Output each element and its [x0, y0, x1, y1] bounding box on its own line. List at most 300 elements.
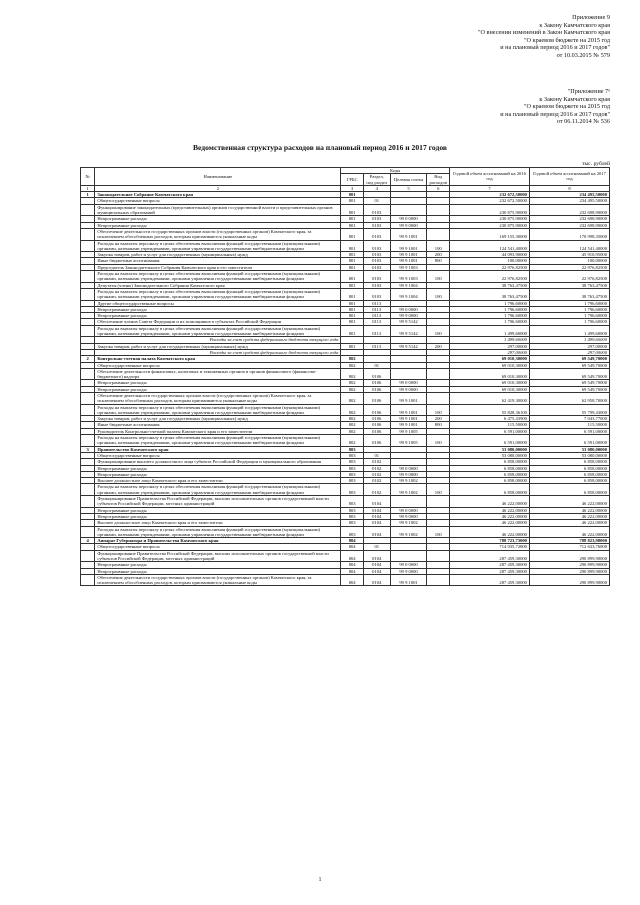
- appendix-line: "Приложение 7¹: [567, 88, 610, 95]
- row-name: Непрограммные расходы: [95, 222, 341, 228]
- row-name: Депутаты (члены) Законодательного Собрания Камчатского края: [95, 282, 341, 288]
- row-name: Другие общегосударственные вопросы: [95, 300, 341, 306]
- row-2016: 6 858,00000: [450, 478, 530, 484]
- row-target: 99 9 1001: [390, 404, 427, 416]
- row-grbs: 802: [341, 422, 364, 428]
- row-name: Расходы на выплаты персоналу в целях обеспечения выполнения функций государственными (муниципальными) органами, казенными учреждениями, органами управления государственными внебюджетными фондами: [95, 435, 341, 447]
- row-2016: 1 796,60000: [450, 313, 530, 319]
- row-2017: 45 910,95000: [529, 252, 609, 258]
- row-name: Функционирование высшего должностного лица субъекта Российской Федерации и муниципального образования: [95, 459, 341, 465]
- row-name: Расходы на выплаты персоналу в целях обеспечения выполнения функций государственными (муниципальными) органами, казенными учреждениями, органами управления государственными внебюджетными фондами: [95, 240, 341, 252]
- row-target: 99 9 5142: [390, 325, 427, 337]
- row-2017: 297,00000: [529, 343, 609, 349]
- table-row: [81, 435, 610, 447]
- row-section: 0104: [363, 568, 390, 574]
- row-grbs: 802: [341, 380, 364, 386]
- row-section: 0103: [363, 264, 390, 270]
- row-section: 0104: [363, 550, 390, 562]
- row-section: 0103: [363, 204, 390, 216]
- row-grbs: 802: [341, 435, 364, 447]
- row-name: Закупка товаров, работ и услуг для государственных (муниципальных) нужд: [95, 252, 341, 258]
- row-2017: 290 899,90000: [529, 550, 609, 562]
- row-vr: [427, 574, 450, 586]
- row-2017: 46 222,00000: [529, 496, 609, 508]
- table-row: [81, 526, 610, 538]
- row-grbs: 803: [341, 459, 364, 465]
- row-grbs: 804: [341, 574, 364, 586]
- row-target: [390, 496, 427, 508]
- row-section: 0104: [363, 562, 390, 568]
- row-target: 99 9 5142: [390, 343, 427, 349]
- row-grbs: 803: [341, 526, 364, 538]
- row-name: Расходы на выплаты персоналу в целях обеспечения выполнения функций государственными (муниципальными) органами, казенными учреждениями, органами управления государственными внебюджетными фондами: [95, 325, 341, 337]
- row-grbs: 803: [341, 452, 364, 458]
- row-target: 99 9 1003: [390, 271, 427, 283]
- row-vr: 800: [427, 422, 450, 428]
- row-grbs: 801: [341, 319, 364, 325]
- row-target: [390, 204, 427, 216]
- row-name: Общегосударственные вопросы: [95, 544, 341, 550]
- row-2017: 1 499,60000: [529, 325, 609, 337]
- row-grbs: 802: [341, 428, 364, 434]
- row-name: Непрограммные расходы: [95, 465, 341, 471]
- row-target: 99 9 0000: [390, 471, 427, 477]
- table-row: [81, 228, 610, 240]
- header-grbs: ГРБС: [341, 174, 364, 186]
- row-name: Непрограммные расходы: [95, 562, 341, 568]
- row-vr: 100: [427, 435, 450, 447]
- row-grbs: 801: [341, 228, 364, 240]
- row-section: 0106: [363, 422, 390, 428]
- row-target: 99 0 0000: [390, 562, 427, 568]
- table-row: [81, 368, 610, 380]
- row-section: 0113: [363, 300, 390, 306]
- appendix-line: "О краевом бюджете на 2015 год: [524, 36, 610, 44]
- row-section: 0113: [363, 306, 390, 312]
- row-2016: 1 796,60000: [450, 306, 530, 312]
- row-name: Обеспечение деятельности финансовых, налоговых и таможенных органов и органов финансового (финансово-бюджетного) надзора: [95, 368, 341, 380]
- row-section: 01: [363, 452, 390, 458]
- row-2017: 234 495,50000: [529, 192, 609, 198]
- row-2016: 124 541,40000: [450, 240, 530, 252]
- row-target: 99 0 0000: [390, 380, 427, 386]
- row-2017: 290 899,90000: [529, 568, 609, 574]
- column-number: 4: [363, 185, 390, 191]
- row-2017: 232 698,90000: [529, 216, 609, 222]
- row-vr: [427, 496, 450, 508]
- header-num: №: [81, 168, 95, 186]
- page-number: 1: [318, 877, 322, 883]
- row-number: [81, 325, 95, 337]
- row-grbs: 801: [341, 192, 364, 198]
- row-number: [81, 496, 95, 508]
- row-name: Расходы на выплаты персоналу в целях обеспечения выполнения функций государственными (муниципальными) органами, казенными учреждениями, органами управления государственными внебюджетными фондами: [95, 484, 341, 496]
- row-target: 99 0 0000: [390, 306, 427, 312]
- row-name: Обеспечение деятельности государственных органов власти (государственных органов) Камчатского края, за исключением обособленных расходов, которым присваиваются уникальные коды: [95, 228, 341, 240]
- row-2016: 232 672,50000: [450, 192, 530, 198]
- table-row: [81, 392, 610, 404]
- row-2017: 22 976,82500: [529, 271, 609, 283]
- row-section: 0102: [363, 478, 390, 484]
- row-section: 0103: [363, 252, 390, 258]
- row-target: 99 9 1001: [390, 422, 427, 428]
- row-2017: 53 080,00000: [529, 452, 609, 458]
- row-target: [390, 368, 427, 380]
- row-2016: 46 222,00000: [450, 526, 530, 538]
- row-2016: 230 875,90000: [450, 216, 530, 222]
- row-grbs: 801: [341, 313, 364, 319]
- row-2017: 46 222,00000: [529, 507, 609, 513]
- row-name: Высшее должностное лицо Камчатского края и его заместители: [95, 520, 341, 526]
- row-target: 99 9 0000: [390, 513, 427, 519]
- row-2016: 287 459,30000: [450, 550, 530, 562]
- header-name: Наименование: [95, 168, 341, 186]
- row-section: 0102: [363, 484, 390, 496]
- row-grbs: 801: [341, 240, 364, 252]
- row-grbs: 801: [341, 258, 364, 264]
- row-name: Функционирование законодательных (представительных) органов государственной власти и представительных органов муниципальных образований: [95, 204, 341, 216]
- row-2017: 69 549,70000: [529, 356, 609, 362]
- row-2017: 1 796,60000: [529, 306, 609, 312]
- row-grbs: 803: [341, 520, 364, 526]
- row-target: 99 9 0000: [390, 568, 427, 574]
- row-2017: 6 858,00000: [529, 465, 609, 471]
- row-number: [81, 228, 95, 240]
- row-number: [81, 550, 95, 562]
- table-row: [81, 288, 610, 300]
- row-name: Функционирование Правительства Российской Федерации, высших исполнительных органов государственной власти субъектов Российской Федерации, местных администраций: [95, 550, 341, 562]
- row-2017: 6 858,00000: [529, 484, 609, 496]
- row-grbs: 801: [341, 300, 364, 306]
- row-grbs: 803: [341, 513, 364, 519]
- table-row: [81, 550, 610, 562]
- row-2017: 55 799,43000: [529, 404, 609, 416]
- row-section: 0103: [363, 258, 390, 264]
- row-name: Непрограммные расходы: [95, 386, 341, 392]
- row-2017: 1 796,60000: [529, 319, 609, 325]
- row-2016: 1 499,60000: [450, 337, 530, 343]
- document-title: Ведомственная структура расходов на плановый период 2016 и 2017 годов: [192, 143, 448, 152]
- row-2017: 6 858,00000: [529, 459, 609, 465]
- row-2017: 46 222,00000: [529, 520, 609, 526]
- row-2016: 230 875,90000: [450, 222, 530, 228]
- row-2016: 69 010,30000: [450, 368, 530, 380]
- row-target: 99 9 1001: [390, 240, 427, 252]
- row-2017: 69 549,70000: [529, 362, 609, 368]
- column-number: 2: [95, 185, 341, 191]
- row-section: 0113: [363, 343, 390, 349]
- row-2016: 287 459,30000: [450, 562, 530, 568]
- row-2016: 230 875,90000: [450, 204, 530, 216]
- row-name: Законодательное Собрание Камчатского края: [95, 192, 341, 198]
- row-name: Функционирование Правительства Российской Федерации, высших исполнительных органов государственной власти субъектов Российской Федерации, местных администраций: [95, 496, 341, 508]
- row-section: 0104: [363, 520, 390, 526]
- column-number: 8: [529, 185, 609, 191]
- column-number: 5: [390, 185, 427, 191]
- row-2016: 53 080,00000: [450, 446, 530, 452]
- row-target: 99 0 0000: [390, 465, 427, 471]
- row-section: 0102: [363, 459, 390, 465]
- row-2016: 1 499,60000: [450, 325, 530, 337]
- row-section: 0106: [363, 404, 390, 416]
- row-grbs: 804: [341, 538, 364, 544]
- row-section: 0106: [363, 368, 390, 380]
- row-name: Иные бюджетные ассигнования: [95, 422, 341, 428]
- row-name: Непрограммные расходы: [95, 380, 341, 386]
- row-name: Непрограммные расходы: [95, 568, 341, 574]
- column-number: 6: [427, 185, 450, 191]
- row-section: 0113: [363, 319, 390, 325]
- row-name: Обеспечение членов Совета Федерации и их помощников в субъектах Российской Федерации: [95, 319, 341, 325]
- row-grbs: 801: [341, 306, 364, 312]
- row-section: 0103: [363, 228, 390, 240]
- row-2016: 287 459,30000: [450, 568, 530, 574]
- row-2016: 714 035,72800: [450, 544, 530, 550]
- row-number: [81, 404, 95, 416]
- row-vr: [427, 368, 450, 380]
- row-target: 99 9 1004: [390, 282, 427, 288]
- row-target: 99 9 1001: [390, 392, 427, 404]
- row-target: 99 9 1001: [390, 574, 427, 586]
- row-section: 0104: [363, 574, 390, 586]
- row-target: 99 9 1005: [390, 428, 427, 434]
- table-row: [81, 271, 610, 283]
- row-section: 0103: [363, 222, 390, 228]
- row-section: 0103: [363, 216, 390, 222]
- row-2017: 53 080,00000: [529, 446, 609, 452]
- row-name: Непрограммные расходы: [95, 513, 341, 519]
- row-2017: 232 698,90000: [529, 204, 609, 216]
- row-number: 1: [81, 192, 95, 198]
- row-section: 0104: [363, 507, 390, 513]
- row-2016: 53 080,00000: [450, 452, 530, 458]
- row-2017: 788 823,98000: [529, 538, 609, 544]
- row-target: 99 9 1004: [390, 288, 427, 300]
- row-2016: 232 672,50000: [450, 198, 530, 204]
- row-target: 99 9 1001: [390, 228, 427, 240]
- row-number: [81, 240, 95, 252]
- row-2016: 55 828,36100: [450, 404, 530, 416]
- row-name: Высшее должностное лицо Камчатского края и его заместители: [95, 478, 341, 484]
- row-target: 99 9 0000: [390, 222, 427, 228]
- row-grbs: 801: [341, 252, 364, 258]
- header-codes: Коды: [341, 168, 450, 174]
- row-2016: 6 858,00000: [450, 484, 530, 496]
- row-section: 0106: [363, 435, 390, 447]
- row-vr: 100: [427, 484, 450, 496]
- row-target: 99 0 0000: [390, 507, 427, 513]
- row-2017: 22 976,82500: [529, 264, 609, 270]
- row-number: [81, 288, 95, 300]
- row-2016: 169 155,30000: [450, 228, 530, 240]
- row-target: 99 9 0000: [390, 313, 427, 319]
- row-name: Общегосударственные вопросы: [95, 198, 341, 204]
- row-name: Иные бюджетные ассигнования: [95, 258, 341, 264]
- row-2016: 46 222,00000: [450, 496, 530, 508]
- header-section: Раздел, под раздел: [363, 174, 390, 186]
- row-section: 0103: [363, 240, 390, 252]
- row-grbs: 803: [341, 484, 364, 496]
- row-name: Непрограммные расходы: [95, 216, 341, 222]
- unit-label: тыс. рублей: [582, 161, 610, 167]
- row-grbs: 801: [341, 271, 364, 283]
- appendix-7-header: [500, 88, 610, 126]
- table-row: [81, 204, 610, 216]
- row-name: Аппарат Губернатора и Правительства Камчатского края: [95, 538, 341, 544]
- row-target: 99 9 1002: [390, 478, 427, 484]
- row-number: 3: [81, 446, 95, 452]
- row-number: 2: [81, 356, 95, 362]
- row-2016: 6 858,00000: [450, 471, 530, 477]
- row-vr: [427, 550, 450, 562]
- row-section: 0103: [363, 288, 390, 300]
- row-grbs: 801: [341, 204, 364, 216]
- row-name: Общегосударственные вопросы: [95, 362, 341, 368]
- row-2017: 290 899,90000: [529, 574, 609, 586]
- table-row: [81, 325, 610, 337]
- row-grbs: 802: [341, 368, 364, 380]
- row-2016: 22 976,82500: [450, 264, 530, 270]
- row-2016: 46 222,00000: [450, 520, 530, 526]
- row-section: 0106: [363, 428, 390, 434]
- row-name: Закупка товаров, работ и услуг для государственных (муниципальных) нужд: [95, 343, 341, 349]
- row-grbs: 801: [341, 288, 364, 300]
- row-2017: 69 549,70000: [529, 380, 609, 386]
- row-2017: 38 763,47500: [529, 288, 609, 300]
- row-target: 99 9 0000: [390, 386, 427, 392]
- row-name: Непрограммные расходы: [95, 313, 341, 319]
- row-vr: 100: [427, 526, 450, 538]
- row-vr: [427, 228, 450, 240]
- row-section: 0104: [363, 526, 390, 538]
- row-2017: 1 499,60000: [529, 337, 609, 343]
- row-target: 99 9 1002: [390, 520, 427, 526]
- row-grbs: 803: [341, 465, 364, 471]
- row-2017: 69 549,70000: [529, 386, 609, 392]
- row-vr: 100: [427, 288, 450, 300]
- row-grbs: 803: [341, 446, 364, 452]
- row-2016: 22 976,82500: [450, 271, 530, 283]
- row-target: 99 9 1001: [390, 258, 427, 264]
- row-vr: 200: [427, 416, 450, 422]
- appendix-line: и на плановый период 2016 и 2017 годов": [500, 44, 610, 52]
- row-name: Закупка товаров, работ и услуг для государственных (муниципальных) нужд: [95, 416, 341, 422]
- row-target: [390, 550, 427, 562]
- row-name: Непрограммные расходы: [95, 306, 341, 312]
- table-body: [81, 192, 610, 586]
- row-grbs: 801: [341, 198, 364, 204]
- row-target: 99 9 5142: [390, 319, 427, 325]
- row-2016: 38 763,47500: [450, 288, 530, 300]
- row-vr: 100: [427, 271, 450, 283]
- row-2017: 234 495,50000: [529, 198, 609, 204]
- row-name: Обеспечение деятельности государственных органов власти (государственных органов) Камчатского края, за исключением обособленных расходов, которым присваиваются уникальные коды: [95, 574, 341, 586]
- row-section: 0106: [363, 392, 390, 404]
- expenditure-table: [80, 167, 610, 586]
- table-row: [81, 496, 610, 508]
- row-grbs: 804: [341, 550, 364, 562]
- row-2017: 38 763,47500: [529, 282, 609, 288]
- row-number: [81, 271, 95, 283]
- row-section: 0104: [363, 496, 390, 508]
- row-section: 0106: [363, 416, 390, 422]
- row-grbs: 804: [341, 562, 364, 568]
- row-grbs: 802: [341, 416, 364, 422]
- row-2016: 69 010,30000: [450, 362, 530, 368]
- column-number: 7: [450, 185, 530, 191]
- row-2016: 6 591,00000: [450, 435, 530, 447]
- header-2016: Годовой объем ассигнований на 2016 год: [450, 168, 530, 186]
- row-target: 99 9 1002: [390, 484, 427, 496]
- row-2016: 6 858,00000: [450, 465, 530, 471]
- row-vr: 100: [427, 240, 450, 252]
- row-vr: 200: [427, 343, 450, 349]
- row-target: 99 9 1001: [390, 252, 427, 258]
- row-grbs: 802: [341, 386, 364, 392]
- row-name: Обеспечение деятельности государственных органов власти (государственных органов) Камчатского края, за исключением обособленных расходов, которым присваиваются уникальные коды: [95, 392, 341, 404]
- header-vr: Вид расходов: [427, 174, 450, 186]
- column-number: 3: [341, 185, 364, 191]
- row-2016: 46 222,00000: [450, 513, 530, 519]
- row-grbs: 801: [341, 222, 364, 228]
- appendix-line: Приложение 9: [572, 14, 610, 21]
- row-grbs: 801: [341, 216, 364, 222]
- row-target: 99 9 1005: [390, 435, 427, 447]
- row-name: Расходы на выплаты персоналу в целях обеспечения выполнения функций государственными (муниципальными) органами, казенными учреждениями, органами управления государственными внебюджетными фондами: [95, 271, 341, 283]
- row-vr: [427, 204, 450, 216]
- row-name: Руководитель Контрольно-счетной палаты Камчатского края и его заместители: [95, 428, 341, 434]
- table-row: [81, 574, 610, 586]
- appendix-line: и на плановый период 2016 и 2017 годов": [500, 110, 610, 118]
- row-2017: 6 858,00000: [529, 478, 609, 484]
- row-2016: 44 093,90000: [450, 252, 530, 258]
- row-grbs: 804: [341, 544, 364, 550]
- row-2017: 46 222,00000: [529, 526, 609, 538]
- row-2016: 62 419,30000: [450, 392, 530, 404]
- row-section: 0103: [363, 282, 390, 288]
- row-target: 99 9 1002: [390, 526, 427, 538]
- row-number: [81, 574, 95, 586]
- row-2017: 7 043,77000: [529, 416, 609, 422]
- row-2016: 297,00000: [450, 343, 530, 349]
- appendix-line: к Закону Камчатского края: [539, 95, 610, 103]
- row-2017: 6 858,00000: [529, 471, 609, 477]
- row-number: [81, 526, 95, 538]
- row-section: 0106: [363, 380, 390, 386]
- row-grbs: 802: [341, 362, 364, 368]
- row-name: Расходы на выплаты персоналу в целях обеспечения выполнения функций государственными (муниципальными) органами, казенными учреждениями, органами управления государственными внебюджетными фондами: [95, 288, 341, 300]
- row-name: Председатель Законодательного Собрания Камчатского края и его заместители: [95, 264, 341, 270]
- row-vr: [427, 392, 450, 404]
- row-2017: 46 222,00000: [529, 513, 609, 519]
- row-name: Непрограммные расходы: [95, 471, 341, 477]
- row-2017: 6 591,00000: [529, 428, 609, 434]
- row-2017: 62 958,70000: [529, 392, 609, 404]
- row-section: 01: [363, 544, 390, 550]
- row-grbs: 801: [341, 264, 364, 270]
- header-2017: Годовой объем ассигнований на 2017 год: [529, 168, 609, 186]
- row-number: [81, 435, 95, 447]
- row-2016: 6 475,43900: [450, 416, 530, 422]
- row-grbs: 801: [341, 282, 364, 288]
- row-2017: 712 633,76000: [529, 544, 609, 550]
- row-2017: 115,50000: [529, 422, 609, 428]
- appendix-line: от 10.03.2015 № 579: [556, 51, 610, 59]
- row-2016: 69 010,30000: [450, 380, 530, 386]
- row-section: 0102: [363, 471, 390, 477]
- row-2016: 115,50000: [450, 422, 530, 428]
- row-grbs: 803: [341, 478, 364, 484]
